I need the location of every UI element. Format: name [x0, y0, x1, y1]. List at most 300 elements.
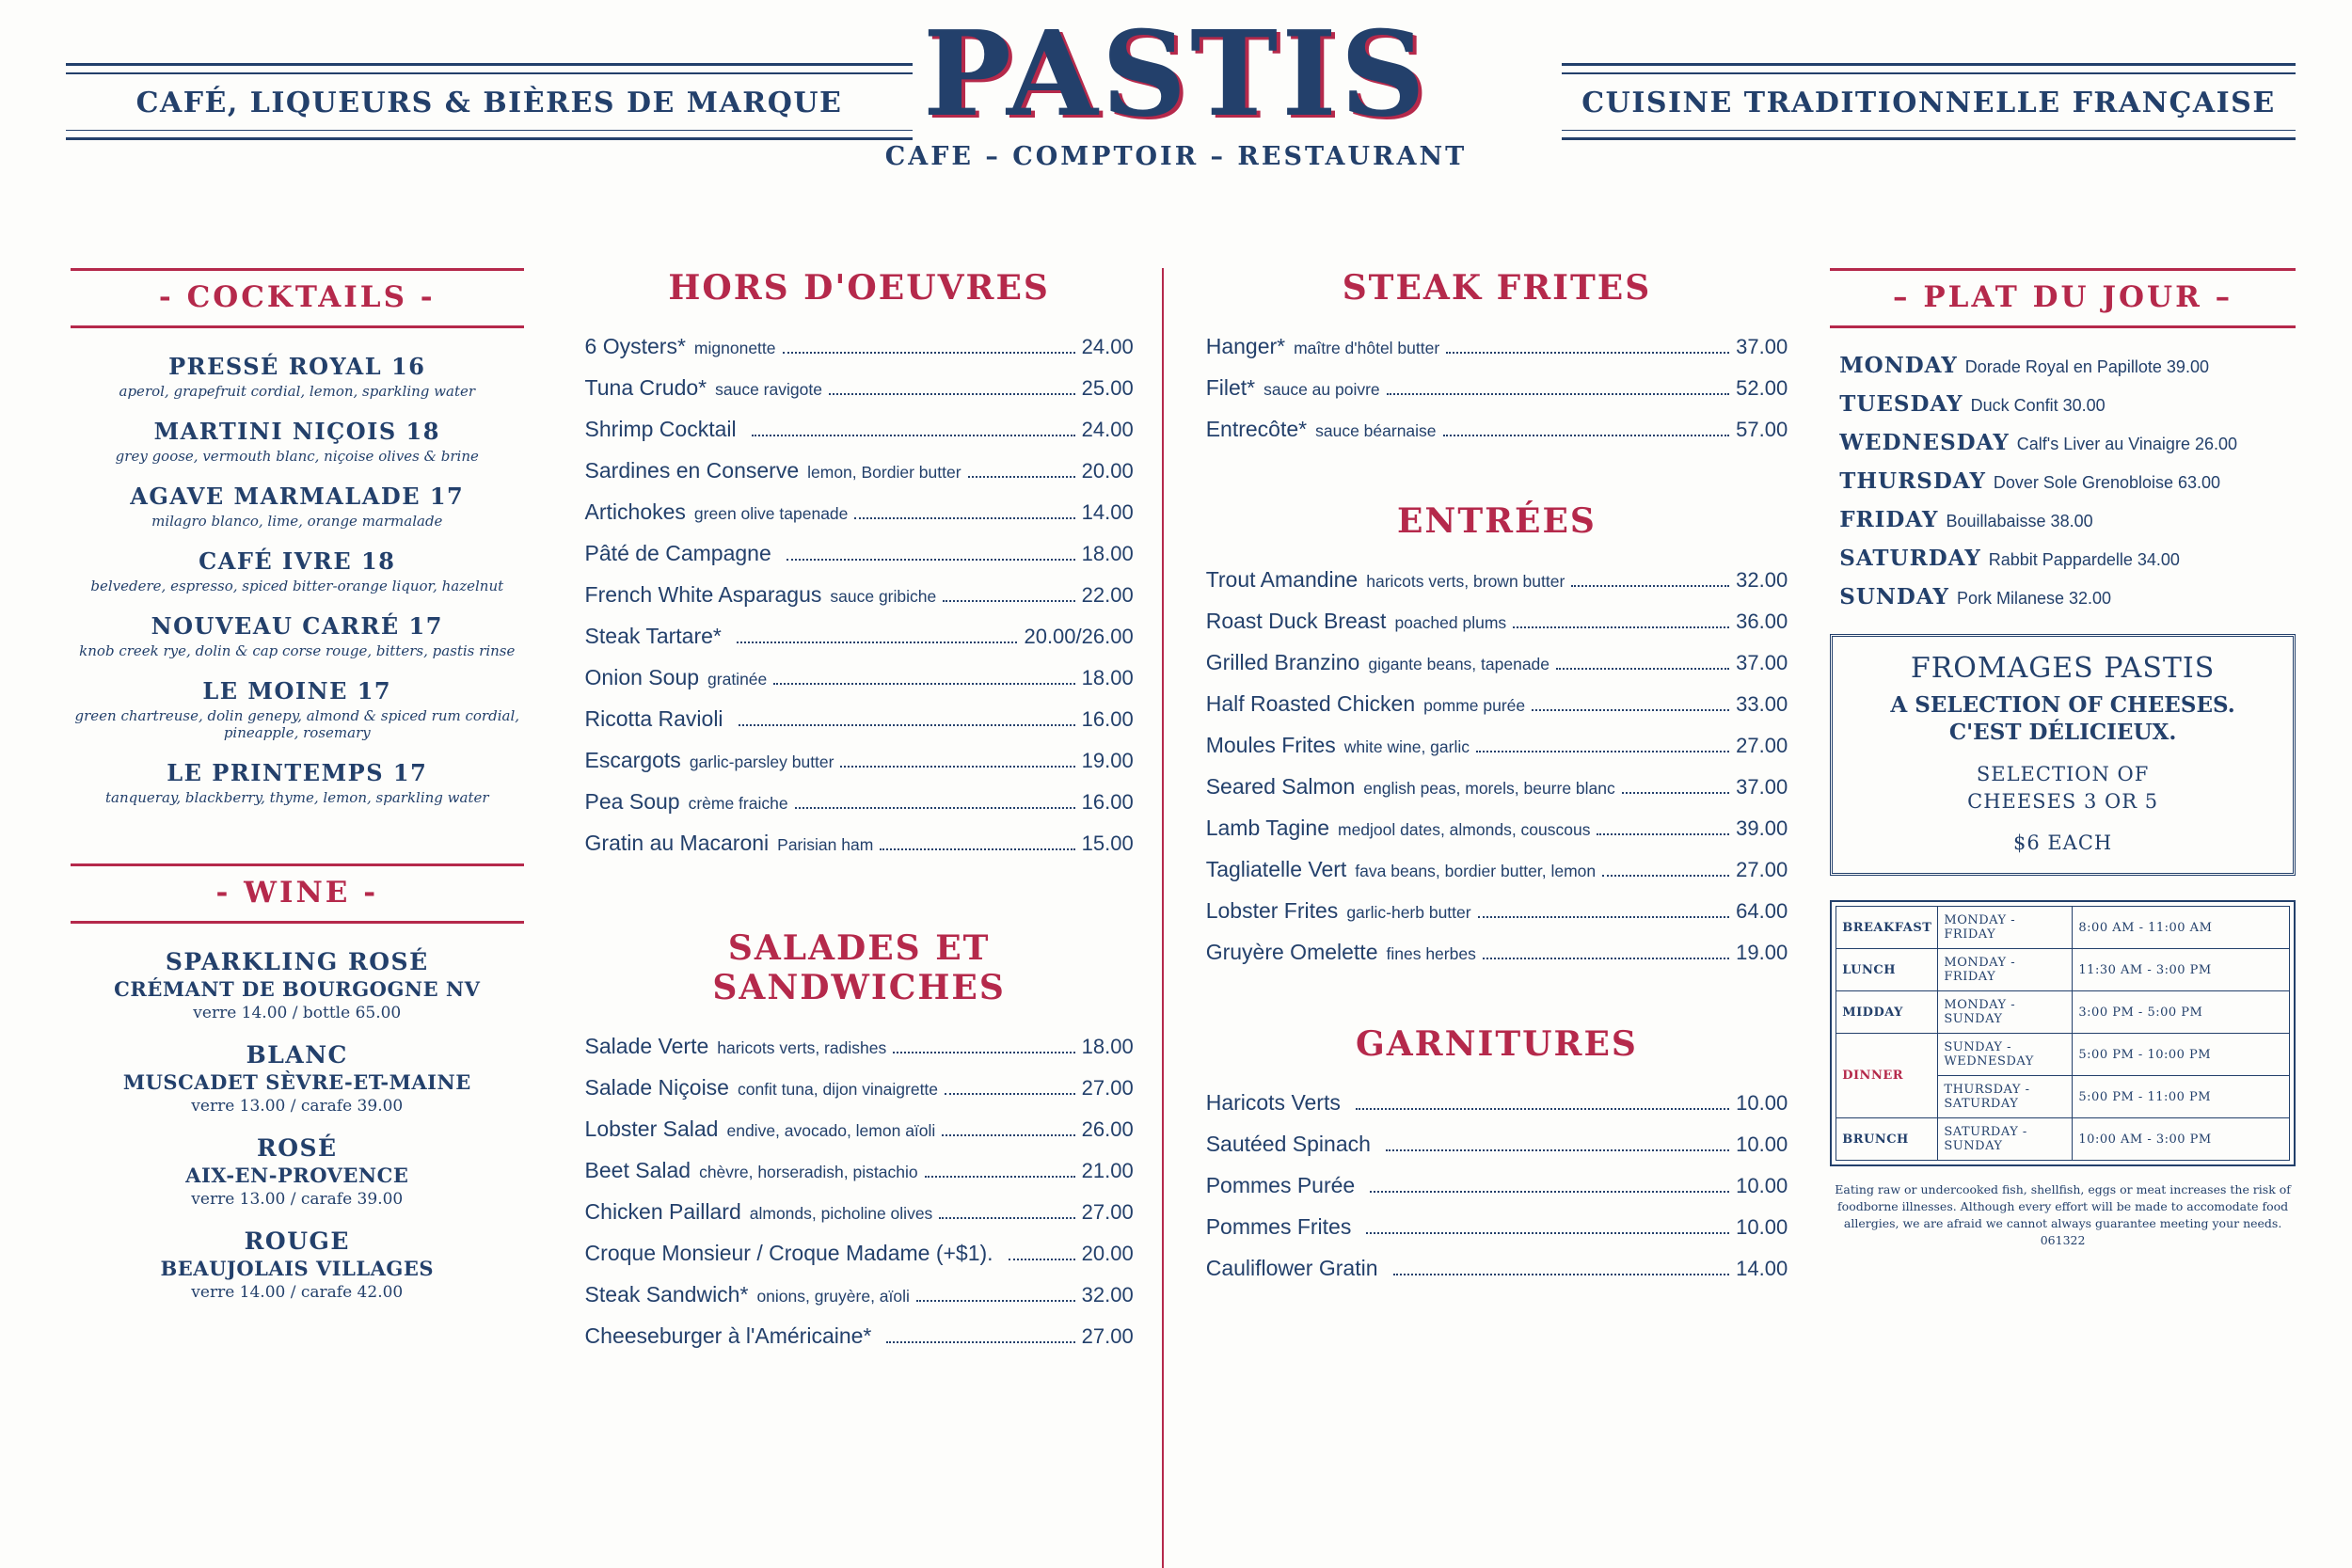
item-desc: garlic-parsley butter: [689, 752, 834, 771]
item-price: 19.00: [1736, 941, 1788, 964]
menu-item: [1206, 1132, 1788, 1157]
menu-item: [585, 417, 1134, 442]
leader-dots: [1387, 393, 1729, 395]
leader-dots: [829, 393, 1075, 395]
item-name: Beet Salad: [584, 1158, 691, 1182]
menu-item: [585, 706, 1134, 732]
wine-sub: BEAUJOLAIS VILLAGES: [160, 1257, 435, 1280]
table-row: [1836, 949, 2290, 991]
dish-label: Pork Milanese 32.00: [1956, 589, 2112, 608]
menu-columns: [0, 268, 2352, 1568]
meal-label: BRUNCH: [1836, 1118, 1938, 1161]
leader-dots: [893, 1052, 1074, 1053]
menu-item: [585, 748, 1134, 773]
menu-item: [585, 665, 1134, 690]
item-price: 20.00: [1081, 459, 1134, 483]
menu-item: [1206, 1173, 1788, 1198]
meal-days: MONDAY - FRIDAY: [1938, 949, 2073, 991]
menu-item: [1206, 417, 1788, 442]
item-name: Steak Sandwich*: [584, 1282, 749, 1307]
fromages-price: $6 EACH: [2012, 832, 2113, 855]
menu-item: [585, 1323, 1134, 1349]
meal-days: SUNDAY - WEDNESDAY: [1938, 1034, 2073, 1076]
leader-dots: [1556, 668, 1729, 670]
leader-dots: [783, 352, 1075, 354]
salades-list: [585, 1034, 1134, 1349]
item-price: 52.00: [1736, 376, 1788, 400]
item-price: 32.00: [1081, 1283, 1134, 1307]
item-name: Tuna Crudo*: [584, 375, 707, 400]
item-name: Onion Soup: [584, 665, 700, 689]
leader-dots: [739, 724, 1075, 726]
item-desc: sauce ravigote: [715, 380, 822, 399]
list-item: [1839, 584, 2296, 610]
disclaimer-text: Eating raw or undercooked fish, shellfish, eggs or meat increases the risk of foodborne illnesses. Although every effort will be made to accomodate food allergies, we are afraid we cannot always guarantee meeting your needs. 061322: [1835, 1182, 2291, 1248]
header-left-tagline: [66, 56, 913, 147]
menu-item: [1206, 774, 1788, 800]
meal-time: 8:00 AM - 11:00 AM: [2073, 907, 2290, 949]
menu-item: [585, 375, 1134, 401]
cocktail-name: LE PRINTEMPS 17: [167, 759, 428, 786]
cocktail-desc: milagro blanco, lime, orange marmalade: [151, 513, 443, 530]
list-item: [71, 353, 524, 400]
item-name: Lobster Salad: [584, 1117, 719, 1141]
wine-price: verre 14.00 / bottle 65.00: [193, 1004, 402, 1022]
item-price: 10.00: [1736, 1091, 1788, 1115]
item-price: 37.00: [1736, 651, 1788, 674]
wine-name: ROUGE: [244, 1227, 350, 1255]
garnitures-heading: GARNITURES: [1356, 1024, 1638, 1064]
item-desc: green olive tapenade: [693, 504, 849, 523]
wine-heading: - WINE -: [71, 863, 524, 924]
item-price: 18.00: [1081, 666, 1134, 689]
leader-dots: [880, 848, 1074, 850]
header-right-tagline: [1562, 56, 2296, 147]
wine-name: SPARKLING ROSÉ: [165, 948, 429, 975]
leader-dots: [886, 1341, 1074, 1343]
item-name: Artichokes: [584, 499, 686, 524]
meal-days: MONDAY - SUNDAY: [1938, 991, 2073, 1034]
leader-dots: [1443, 435, 1730, 436]
column-mains: [1164, 268, 1817, 1568]
leader-dots: [1009, 1259, 1075, 1260]
cocktail-name: PRESSÉ ROYAL 16: [168, 353, 426, 380]
item-name: French White Asparagus: [584, 582, 822, 607]
item-price: 27.00: [1081, 1324, 1134, 1348]
leader-dots: [1476, 751, 1729, 752]
item-price: 22.00: [1081, 583, 1134, 607]
leader-dots: [943, 600, 1074, 602]
cocktail-desc: aperol, grapefruit cordial, lemon, sparkling water: [119, 383, 476, 400]
item-name: Chicken Paillard: [584, 1199, 741, 1224]
leader-dots: [1483, 958, 1729, 959]
wine-sub: CRÉMANT DE BOURGOGNE NV: [114, 977, 481, 1001]
leader-dots: [1446, 352, 1729, 354]
cocktails-heading: - COCKTAILS -: [71, 268, 524, 328]
cocktail-desc: knob creek rye, dolin & cap corse rouge, bitters, pastis rinse: [79, 642, 516, 659]
menu-item: [1206, 857, 1788, 882]
item-price: 26.00: [1081, 1117, 1134, 1141]
item-price: 20.00: [1081, 1242, 1134, 1265]
day-label: SATURDAY: [1839, 546, 1981, 571]
salades-heading: SALADES ET SANDWICHES: [712, 928, 1006, 1007]
menu-item: [585, 582, 1134, 608]
item-name: Hanger*: [1205, 334, 1286, 358]
menu-item: [1206, 1256, 1788, 1281]
fromages-line3: SELECTION OF: [1976, 762, 2150, 785]
item-desc: fava beans, bordier butter, lemon: [1355, 862, 1597, 880]
wine-price: verre 13.00 / carafe 39.00: [191, 1097, 404, 1116]
list-item: [71, 418, 524, 465]
header-left-tagline-text: CAFÉ, LIQUEURS & BIÈRES DE MARQUE: [135, 86, 843, 119]
menu-item: [585, 624, 1134, 649]
item-price: 27.00: [1081, 1200, 1134, 1224]
wine-sub: AIX-EN-PROVENCE: [185, 1164, 409, 1187]
leader-dots: [939, 1217, 1074, 1219]
item-desc: almonds, picholine olives: [749, 1204, 933, 1223]
list-item: [1839, 391, 2296, 417]
day-label: THURSDAY: [1839, 468, 1986, 494]
day-label: FRIDAY: [1839, 507, 1939, 532]
menu-item: [585, 1282, 1134, 1307]
table-row: [1836, 1034, 2290, 1076]
menu-item: [1206, 733, 1788, 758]
dish-label: Dorade Royal en Papillote 39.00: [1964, 357, 2209, 376]
item-desc: english peas, morels, beurre blanc: [1363, 779, 1615, 798]
day-label: SUNDAY: [1839, 584, 1949, 610]
item-name: Escargots: [584, 748, 681, 772]
item-name: Cheeseburger à l'Américaine*: [584, 1323, 872, 1348]
menu-item: [585, 831, 1134, 856]
leader-dots: [1356, 1108, 1729, 1110]
item-price: 36.00: [1736, 610, 1788, 633]
menu-item: [1206, 1214, 1788, 1240]
item-desc: garlic-herb butter: [1346, 903, 1471, 922]
leader-dots: [1370, 1191, 1729, 1193]
plat-du-jour-list: [1830, 353, 2296, 610]
leader-dots: [1532, 709, 1729, 711]
entrees-heading: ENTRÉES: [1396, 501, 1597, 541]
item-name: 6 Oysters*: [584, 334, 686, 358]
fromages-line2: C'EST DÉLICIEUX.: [1948, 719, 2177, 745]
item-name: Ricotta Ravioli: [584, 706, 723, 731]
item-desc: fines herbes: [1386, 944, 1476, 963]
day-label: TUESDAY: [1839, 391, 1963, 417]
menu-item: [585, 541, 1134, 566]
menu-item: [585, 1241, 1134, 1266]
item-name: Tagliatelle Vert: [1205, 857, 1347, 881]
hours-table: [1830, 900, 2296, 1166]
item-price: 14.00: [1736, 1257, 1788, 1280]
leader-dots: [1602, 875, 1729, 877]
leader-dots: [1393, 1274, 1730, 1275]
meal-days: MONDAY - FRIDAY: [1938, 907, 2073, 949]
item-price: 27.00: [1081, 1076, 1134, 1100]
cocktail-desc: belvedere, espresso, spiced bitter-orange liquor, hazelnut: [90, 578, 504, 594]
column-drinks: [0, 268, 562, 1568]
meal-time: 11:30 AM - 3:00 PM: [2073, 949, 2290, 991]
list-item: [1839, 353, 2296, 378]
hors-doeuvres-heading: HORS D'OEUVRES: [668, 268, 1050, 308]
menu-item: [585, 334, 1134, 359]
table-row: [1836, 1118, 2290, 1161]
column-specials: [1816, 268, 2352, 1568]
leader-dots: [968, 476, 1075, 478]
item-price: 25.00: [1081, 376, 1134, 400]
leader-dots: [942, 1134, 1074, 1136]
brand-block: [790, 6, 1562, 172]
leader-dots: [1366, 1232, 1729, 1234]
item-price: 21.00: [1081, 1159, 1134, 1182]
item-price: 14.00: [1081, 500, 1134, 524]
item-desc: haricots verts, radishes: [717, 1038, 887, 1057]
meal-label: LUNCH: [1836, 949, 1938, 991]
column-starters: [562, 268, 1164, 1568]
item-desc: Parisian ham: [777, 835, 874, 854]
steak-frites-list: [1206, 334, 1788, 442]
item-name: Seared Salmon: [1205, 774, 1356, 799]
item-name: Pea Soup: [584, 789, 680, 814]
leader-dots: [773, 683, 1074, 685]
item-desc: sauce gribiche: [830, 587, 937, 606]
leader-dots: [752, 435, 1075, 436]
menu-item: [585, 458, 1134, 483]
item-desc: maître d'hôtel butter: [1294, 339, 1440, 357]
wine-list: [71, 948, 524, 1302]
item-price: 27.00: [1736, 734, 1788, 757]
list-item: [1839, 468, 2296, 494]
cocktail-desc: green chartreuse, dolin genepy, almond & spiced rum cordial, pineapple, rosemary: [74, 707, 520, 741]
leader-dots: [1571, 585, 1729, 587]
plat-du-jour-heading: – PLAT DU JOUR –: [1830, 268, 2296, 328]
item-desc: mignonette: [693, 339, 776, 357]
item-price: 57.00: [1736, 418, 1788, 441]
leader-dots: [737, 641, 1018, 643]
dish-label: Dover Sole Grenobloise 63.00: [1993, 473, 2221, 492]
wine-sub: MUSCADET SÈVRE-ET-MAINE: [122, 1070, 471, 1094]
menu-item: [1206, 691, 1788, 717]
item-name: Moules Frites: [1205, 733, 1336, 757]
item-desc: gigante beans, tapenade: [1368, 655, 1550, 673]
leader-dots: [1622, 792, 1729, 794]
menu-item: [585, 1117, 1134, 1142]
leader-dots: [925, 1176, 1075, 1178]
menu-item: [1206, 816, 1788, 841]
dish-label: Bouillabaisse 38.00: [1946, 512, 2093, 531]
leader-dots: [854, 517, 1074, 519]
item-name: Pommes Purée: [1205, 1173, 1356, 1197]
item-desc: confit tuna, dijon vinaigrette: [737, 1080, 939, 1099]
item-price: 15.00: [1081, 832, 1134, 855]
item-price: 64.00: [1736, 899, 1788, 923]
meal-label: MIDDAY: [1836, 991, 1938, 1034]
item-desc: sauce au poivre: [1263, 380, 1380, 399]
item-name: Trout Amandine: [1205, 567, 1359, 592]
list-item: [1839, 507, 2296, 532]
meal-days: THURSDAY - SATURDAY: [1938, 1076, 2073, 1118]
leader-dots: [795, 807, 1075, 809]
meal-time: 10:00 AM - 3:00 PM: [2073, 1118, 2290, 1161]
table-row: [1836, 991, 2290, 1034]
item-desc: gratinée: [707, 670, 768, 689]
menu-item: [1206, 567, 1788, 593]
brand-subtitle: CAFE – COMPTOIR – RESTAURANT: [884, 142, 1468, 172]
dish-label: Rabbit Pappardelle 34.00: [1988, 550, 2180, 569]
cocktail-name: LE MOINE 17: [202, 677, 392, 705]
item-desc: sauce béarnaise: [1315, 421, 1437, 440]
table-row: [1836, 907, 2290, 949]
item-price: 20.00/26.00: [1024, 625, 1134, 648]
list-item: [71, 759, 524, 806]
meal-time: 5:00 PM - 11:00 PM: [2073, 1076, 2290, 1118]
menu-item: [1206, 650, 1788, 675]
menu-item: [585, 1199, 1134, 1225]
meal-label: BREAKFAST: [1836, 907, 1938, 949]
hors-doeuvres-list: [585, 334, 1134, 856]
cocktail-name: NOUVEAU CARRÉ 17: [151, 612, 443, 640]
leader-dots: [1597, 833, 1729, 835]
item-name: Croque Monsieur / Croque Madame (+$1).: [584, 1241, 993, 1265]
leader-dots: [1386, 1149, 1729, 1151]
meal-time: 5:00 PM - 10:00 PM: [2073, 1034, 2290, 1076]
item-name: Pommes Frites: [1205, 1214, 1352, 1239]
item-name: Shrimp Cocktail: [584, 417, 737, 441]
item-desc: lemon, Bordier butter: [807, 463, 961, 482]
meal-days: SATURDAY - SUNDAY: [1938, 1118, 2073, 1161]
wine-price: verre 14.00 / carafe 42.00: [191, 1283, 404, 1302]
menu-item: [585, 1075, 1134, 1101]
leader-dots: [945, 1093, 1075, 1095]
item-price: 33.00: [1736, 692, 1788, 716]
item-price: 27.00: [1736, 858, 1788, 881]
list-item: [71, 483, 524, 530]
list-item: [71, 677, 524, 741]
garnitures-list: [1206, 1090, 1788, 1281]
item-desc: medjool dates, almonds, couscous: [1338, 820, 1591, 839]
item-name: Pâté de Campagne: [584, 541, 771, 565]
day-label: WEDNESDAY: [1839, 430, 2010, 455]
list-item: [1839, 430, 2296, 455]
dish-label: Duck Confit 30.00: [1970, 396, 2106, 415]
list-item: [71, 948, 524, 1022]
leader-dots: [1513, 626, 1729, 628]
menu-header: [0, 0, 2352, 216]
item-price: 19.00: [1081, 749, 1134, 772]
item-name: Half Roasted Chicken: [1205, 691, 1416, 716]
item-price: 32.00: [1736, 568, 1788, 592]
leader-dots: [916, 1300, 1075, 1302]
cocktails-list: [71, 353, 524, 806]
menu-item: [585, 1158, 1134, 1183]
item-price: 16.00: [1081, 707, 1134, 731]
item-price: 10.00: [1736, 1174, 1788, 1197]
item-price: 10.00: [1736, 1215, 1788, 1239]
fromages-title: FROMAGES PASTIS: [1910, 652, 2216, 685]
cocktail-name: CAFÉ IVRE 18: [199, 547, 396, 575]
cocktail-desc: tanqueray, blackberry, thyme, lemon, sparkling water: [105, 789, 489, 806]
cocktail-desc: grey goose, vermouth blanc, niçoise olives & brine: [115, 448, 479, 465]
item-name: Roast Duck Breast: [1205, 609, 1387, 633]
item-name: Grilled Branzino: [1205, 650, 1360, 674]
wine-name: BLANC: [246, 1041, 348, 1069]
menu-item: [1206, 609, 1788, 634]
fromages-box: [1830, 634, 2296, 876]
list-item: [71, 1041, 524, 1116]
menu-item: [1206, 1090, 1788, 1116]
item-name: Cauliflower Gratin: [1205, 1256, 1378, 1280]
steak-frites-heading: STEAK FRITES: [1342, 268, 1652, 308]
item-desc: pomme purée: [1423, 696, 1526, 715]
item-price: 24.00: [1081, 418, 1134, 441]
page-title: PASTIS: [923, 6, 1429, 143]
item-name: Sautéed Spinach: [1205, 1132, 1371, 1156]
leader-dots: [840, 766, 1074, 768]
day-label: MONDAY: [1839, 353, 1958, 378]
list-item: [71, 1134, 524, 1209]
list-item: [71, 612, 524, 659]
list-item: [1839, 546, 2296, 571]
leader-dots: [1478, 916, 1730, 918]
menu-item: [585, 1034, 1134, 1059]
wine-price: verre 13.00 / carafe 39.00: [191, 1190, 404, 1209]
item-desc: onions, gruyère, aïoli: [756, 1287, 910, 1306]
item-name: Gratin au Macaroni: [584, 831, 770, 855]
list-item: [71, 1227, 524, 1302]
menu-item: [1206, 375, 1788, 401]
cocktail-name: MARTINI NIÇOIS 18: [153, 418, 440, 445]
item-name: Steak Tartare*: [584, 624, 722, 648]
menu-item: [1206, 940, 1788, 965]
menu-item: [585, 789, 1134, 815]
cocktail-name: AGAVE MARMALADE 17: [130, 483, 465, 510]
meal-time: 3:00 PM - 5:00 PM: [2073, 991, 2290, 1034]
item-name: Salade Verte: [584, 1034, 709, 1058]
item-name: Gruyère Omelette: [1205, 940, 1378, 964]
item-name: Haricots Verts: [1205, 1090, 1341, 1115]
meal-label: DINNER: [1836, 1034, 1938, 1118]
item-price: 39.00: [1736, 816, 1788, 840]
dish-label: Calf's Liver au Vinaigre 26.00: [2016, 435, 2237, 453]
item-name: Salade Niçoise: [584, 1075, 729, 1100]
wine-name: ROSÉ: [256, 1134, 338, 1162]
item-price: 37.00: [1736, 335, 1788, 358]
header-right-tagline-text: CUISINE TRADITIONNELLE FRANÇAISE: [1581, 86, 2276, 119]
item-name: Filet*: [1205, 375, 1256, 400]
item-desc: endive, avocado, lemon aïoli: [726, 1121, 936, 1140]
item-name: Sardines en Conserve: [584, 458, 800, 483]
item-desc: haricots verts, brown butter: [1366, 572, 1565, 591]
item-desc: crème fraiche: [688, 794, 788, 813]
item-name: Lamb Tagine: [1205, 816, 1329, 840]
item-name: Entrecôte*: [1205, 417, 1308, 441]
list-item: [71, 547, 524, 594]
item-desc: chèvre, horseradish, pistachio: [699, 1163, 918, 1181]
item-price: 16.00: [1081, 790, 1134, 814]
item-price: 18.00: [1081, 542, 1134, 565]
fromages-line1: A SELECTION OF CHEESES.: [1890, 692, 2235, 718]
item-name: Lobster Frites: [1205, 898, 1339, 923]
item-desc: white wine, garlic: [1343, 737, 1470, 756]
item-price: 18.00: [1081, 1035, 1134, 1058]
menu-item: [1206, 898, 1788, 924]
menu-item: [1206, 334, 1788, 359]
menu-item: [585, 499, 1134, 525]
item-price: 37.00: [1736, 775, 1788, 799]
leader-dots: [787, 559, 1075, 561]
item-price: 10.00: [1736, 1132, 1788, 1156]
fromages-line4: CHEESES 3 OR 5: [1967, 789, 2159, 813]
item-desc: poached plums: [1394, 613, 1507, 632]
